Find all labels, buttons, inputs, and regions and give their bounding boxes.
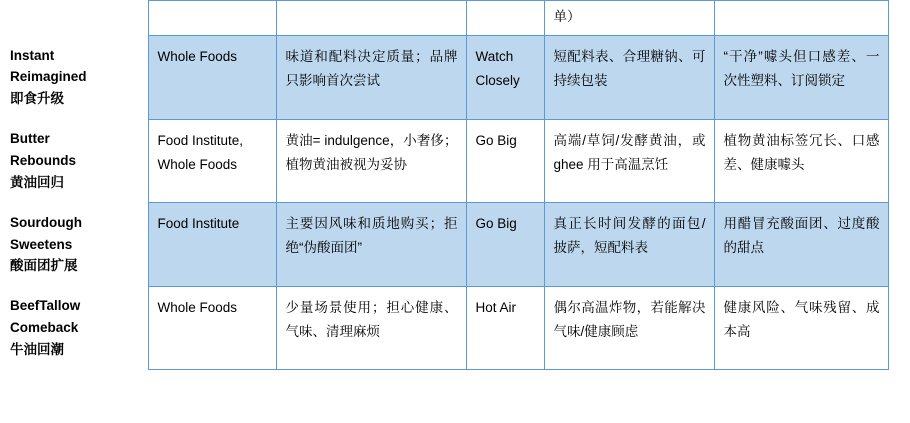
row-detail-cell: 味道和配料决定质量；品牌只影响首次尝试 (276, 36, 466, 120)
row-action-cell: Go Big (466, 203, 544, 287)
row-detail-cell: 黄油= indulgence，小奢侈；植物黄油被视为妥协 (276, 119, 466, 203)
header-detail-cell (276, 1, 466, 36)
row-action-cell: Hot Air (466, 286, 544, 370)
row-source-cell: Food Institute, Whole Foods (148, 119, 276, 203)
row-action-cell: Go Big (466, 119, 544, 203)
table-row (8, 286, 888, 370)
row-label-line: 即食升级 (10, 91, 64, 107)
row-source-cell: Whole Foods (148, 36, 276, 120)
row-label-line: 牛油回潮 (10, 341, 64, 357)
row-cons-cell: 健康风险、气味残留、成本高 (714, 286, 888, 370)
table-row (8, 203, 888, 287)
header-source-cell (148, 1, 276, 36)
row-cons-cell: 用醋冒充酸面团、过度酸的甜点 (714, 203, 888, 287)
row-action-cell: Watch Closely (466, 36, 544, 120)
row-detail-cell: 少量场景使用；担心健康、气味、清理麻烦 (276, 286, 466, 370)
row-label-line: Sweetens (10, 236, 73, 252)
row-label-line: Butter (10, 131, 50, 147)
row-label-line: Sourdough (10, 214, 82, 230)
header-action-cell (466, 1, 544, 36)
header-cons-cell (714, 1, 888, 36)
row-label-instant-reimagined (8, 36, 148, 120)
row-label-sourdough-sweetens (8, 203, 148, 287)
row-label-line: Instant (10, 47, 55, 63)
row-pros-cell: 真正长时间发酵的面包/披萨，短配料表 (544, 203, 714, 287)
row-cons-cell: 植物黄油标签冗长、口感差、健康噱头 (714, 119, 888, 203)
row-pros-cell: 高端/草饲/发酵黄油，或 ghee 用于高温烹饪 (544, 119, 714, 203)
row-label-beeftallow-comeback (8, 286, 148, 370)
row-pros-cell: 偶尔高温炸物，若能解决气味/健康顾虑 (544, 286, 714, 370)
table-row (8, 119, 888, 203)
row-label-line: 黄油回归 (10, 174, 64, 190)
row-label-line: Comeback (10, 320, 79, 336)
food-trend-table (8, 0, 889, 370)
row-label-line: BeefTallow (10, 298, 81, 314)
row-cons-cell: “干净”噱头但口感差、一次性塑料、订阅锁定 (714, 36, 888, 120)
row-detail-cell: 主要因风味和质地购买；拒绝“伪酸面团” (276, 203, 466, 287)
row-source-cell: Food Institute (148, 203, 276, 287)
table-row (8, 36, 888, 120)
row-label-line: Rebounds (10, 152, 76, 168)
row-label-line: Reimagined (10, 69, 87, 85)
row-source-cell: Whole Foods (148, 286, 276, 370)
header-label-cell (8, 1, 148, 36)
row-label-line: 酸面团扩展 (10, 258, 78, 274)
table-row-header (8, 1, 888, 36)
row-label-butter-rebounds (8, 119, 148, 203)
header-pros-cell: 单） (544, 1, 714, 36)
row-pros-cell: 短配料表、合理糖钠、可持续包装 (544, 36, 714, 120)
